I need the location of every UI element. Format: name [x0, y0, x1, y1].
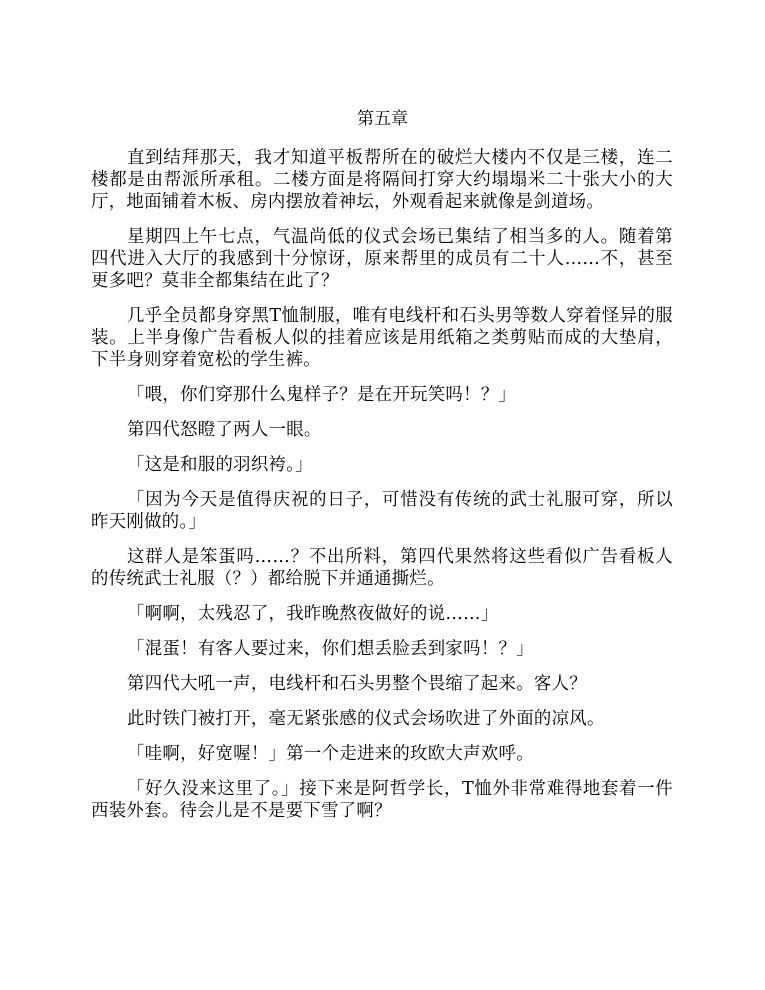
paragraph: 「这是和服的羽织袴。」 [127, 455, 313, 475]
paragraph: 「哇啊，好宽喔！」第一个走进来的玫欧大声欢呼。 [127, 744, 534, 764]
paragraph: 「啊啊，太残忍了，我昨晚熬夜做好的说……」 [127, 604, 499, 624]
paragraph: 「混蛋！有客人要过来，你们想丢脸丢到家吗！？」 [127, 639, 534, 659]
paragraph: 几乎全员都身穿黑T恤制服，唯有电线杆和石头男等数人穿着怪异的服装。上半身像广告看板人似的挂着应该是用纸箱之类剪贴而成的大垫肩，下半身则穿着宽松的学生裤。 [91, 306, 673, 370]
paragraph: 「喂，你们穿那什么鬼样子？是在开玩笑吗！？」 [127, 385, 517, 405]
paragraph: 第四代怒瞪了两人一眼。 [127, 420, 322, 440]
paragraph: 「因为今天是值得庆祝的日子，可惜没有传统的武士礼服可穿，所以昨天刚做的。」 [91, 490, 673, 532]
paragraph: 第四代大吼一声，电线杆和石头男整个畏缩了起来。客人？ [127, 674, 587, 694]
chapter-title: 第五章 [357, 109, 408, 129]
paragraph: 此时铁门被打开，毫无紧张感的仪式会场吹进了外面的凉风。 [127, 709, 605, 729]
paragraph: 直到结拜那天，我才知道平板帮所在的破烂大楼内不仅是三楼，连二楼都是由帮派所承租。二楼方面是将隔间打穿大约塌塌米二十张大小的大厅，地面铺着木板、房内摆放着神坛，外观看起来就像是剑道场。 [91, 148, 673, 212]
chapter-body [91, 147, 673, 835]
paragraph: 星期四上午七点，气温尚低的仪式会场已集结了相当多的人。随着第四代进入大厅的我感到十分惊讶，原来帮里的成员有二十人……不，甚至更多吧？莫非全都集结在此了？ [91, 227, 673, 291]
paragraph: 这群人是笨蛋吗……？不出所料，第四代果然将这些看似广告看板人的传统武士礼服（？）都给脱下并通通撕烂。 [91, 547, 673, 589]
paragraph: 「好久没来这里了。」接下来是阿哲学长，T恤外非常难得地套着一件西装外套。待会儿是不是要下雪了啊？ [91, 779, 673, 821]
